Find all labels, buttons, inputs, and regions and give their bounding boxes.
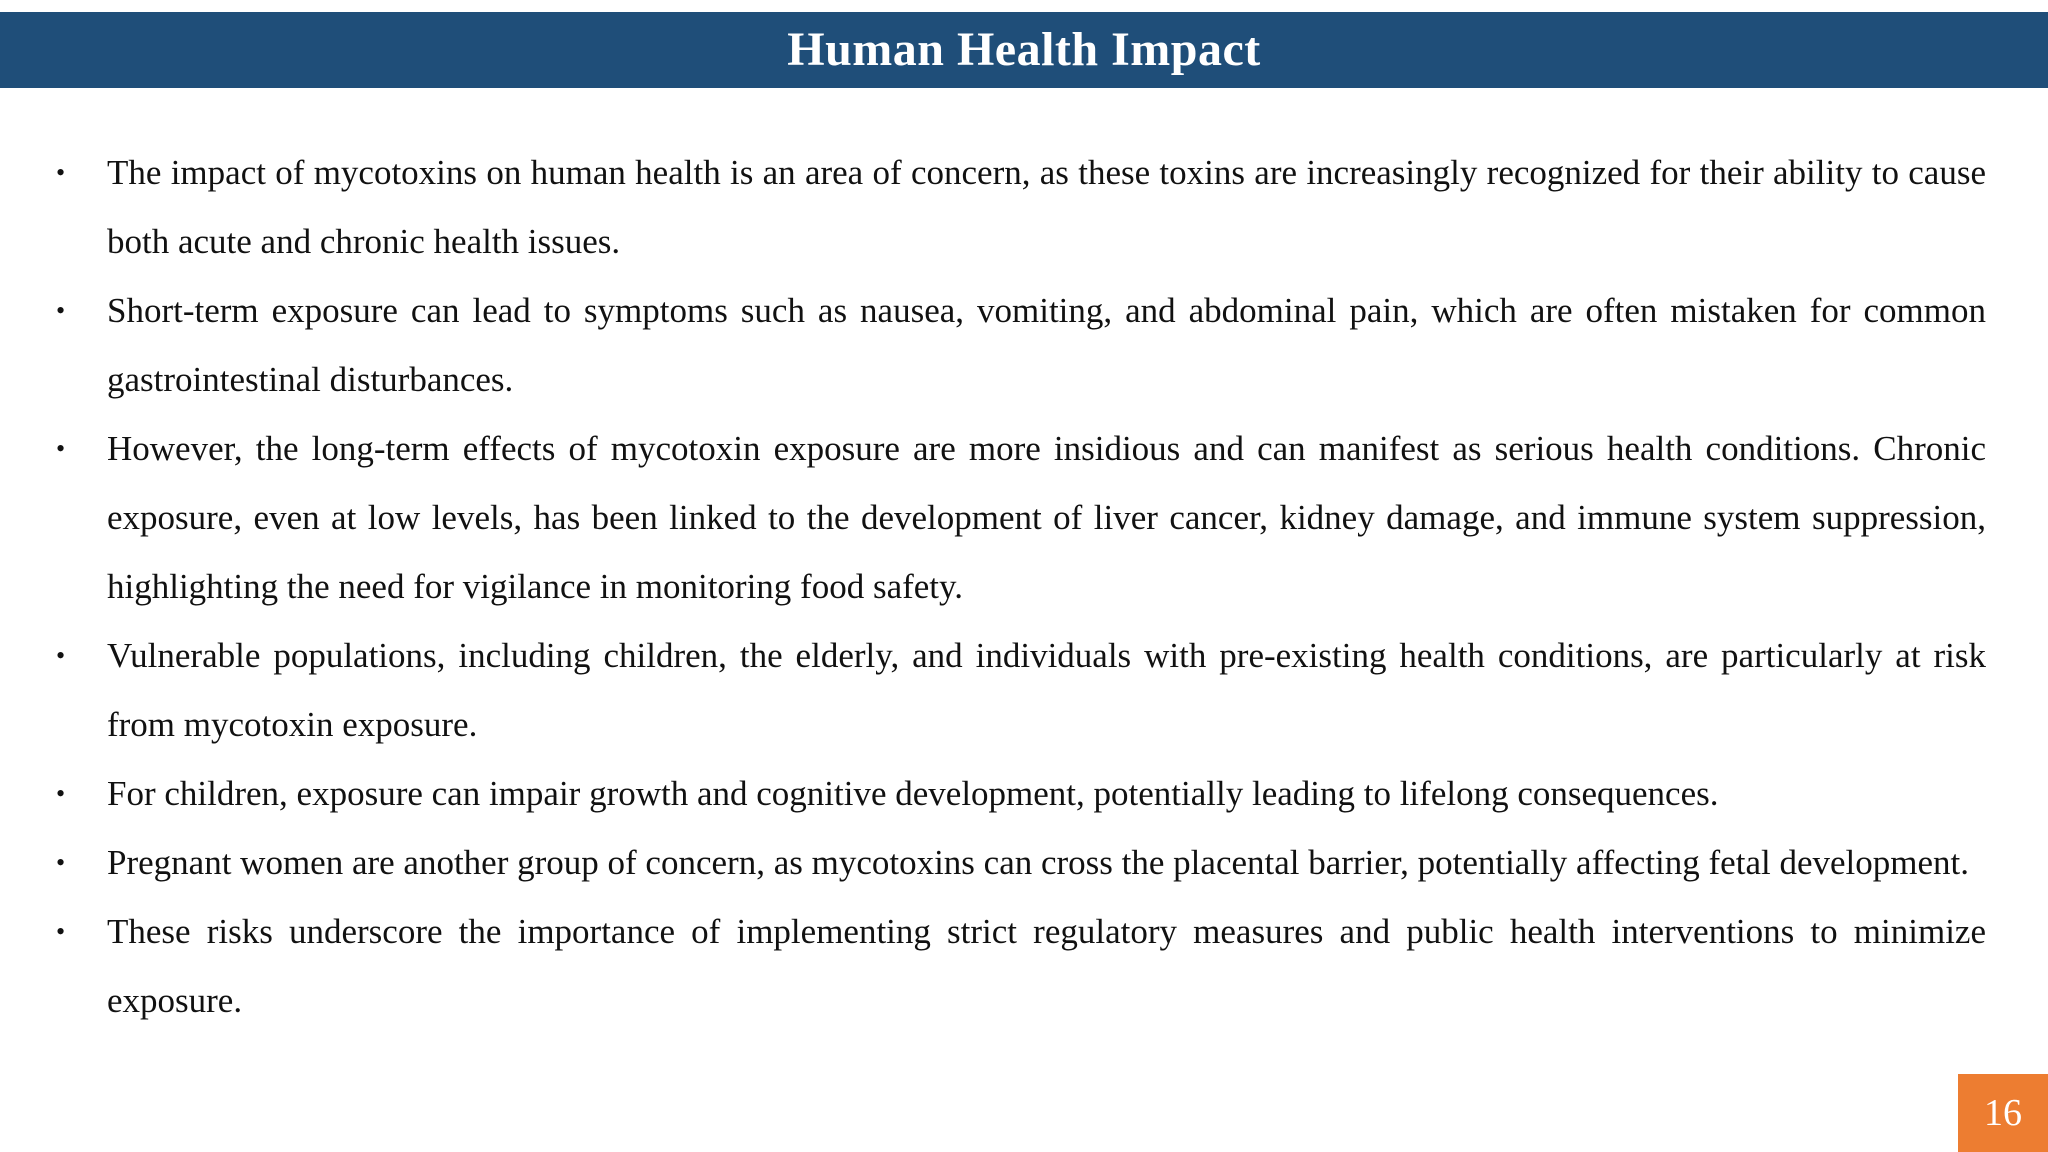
bullet-text: These risks underscore the importance of implementing strict regulatory measures and public health interventions to minimize exposure. xyxy=(107,912,1986,1020)
bullet-item xyxy=(56,828,1986,897)
bullet-text: Pregnant women are another group of concern, as mycotoxins can cross the placental barrier, potentially affecting fetal development. xyxy=(107,843,1969,882)
bullet-icon: • xyxy=(56,917,66,946)
bullet-item xyxy=(56,138,1986,276)
bullet-icon: • xyxy=(56,434,66,463)
bullet-icon: • xyxy=(56,296,66,325)
bullet-text: Vulnerable populations, including children, the elderly, and individuals with pre-existing health conditions, are particularly at risk from mycotoxin exposure. xyxy=(107,636,1986,744)
bullet-item xyxy=(56,759,1986,828)
bullet-item xyxy=(56,276,1986,414)
bullet-icon: • xyxy=(56,848,66,877)
bullet-icon: • xyxy=(56,779,66,808)
bullet-icon: • xyxy=(56,641,66,670)
title-bar xyxy=(0,12,2048,88)
slide-title: Human Health Impact xyxy=(787,23,1261,76)
bullet-text: Short-term exposure can lead to symptoms such as nausea, vomiting, and abdominal pain, which are often mistaken for common gastrointestinal disturbances. xyxy=(107,291,1986,399)
page-number: 16 xyxy=(1984,1092,2022,1134)
bullet-item xyxy=(56,414,1986,621)
bullet-text: For children, exposure can impair growth and cognitive development, potentially leading to lifelong consequences. xyxy=(107,774,1719,813)
bullet-item xyxy=(56,621,1986,759)
bullet-icon: • xyxy=(56,158,66,187)
bullet-list xyxy=(56,138,1986,1035)
bullet-text: The impact of mycotoxins on human health is an area of concern, as these toxins are increasingly recognized for their ability to cause both acute and chronic health issues. xyxy=(107,153,1986,261)
page-number-badge xyxy=(1958,1074,2048,1152)
bullet-text: However, the long-term effects of mycotoxin exposure are more insidious and can manifest as serious health conditions. Chronic exposure, even at low levels, has been linked to the development of liver cancer, kidney damage, and immune system suppression, highlighting the need for vigilance in monitoring food safety. xyxy=(107,429,1986,606)
bullet-item xyxy=(56,897,1986,1035)
